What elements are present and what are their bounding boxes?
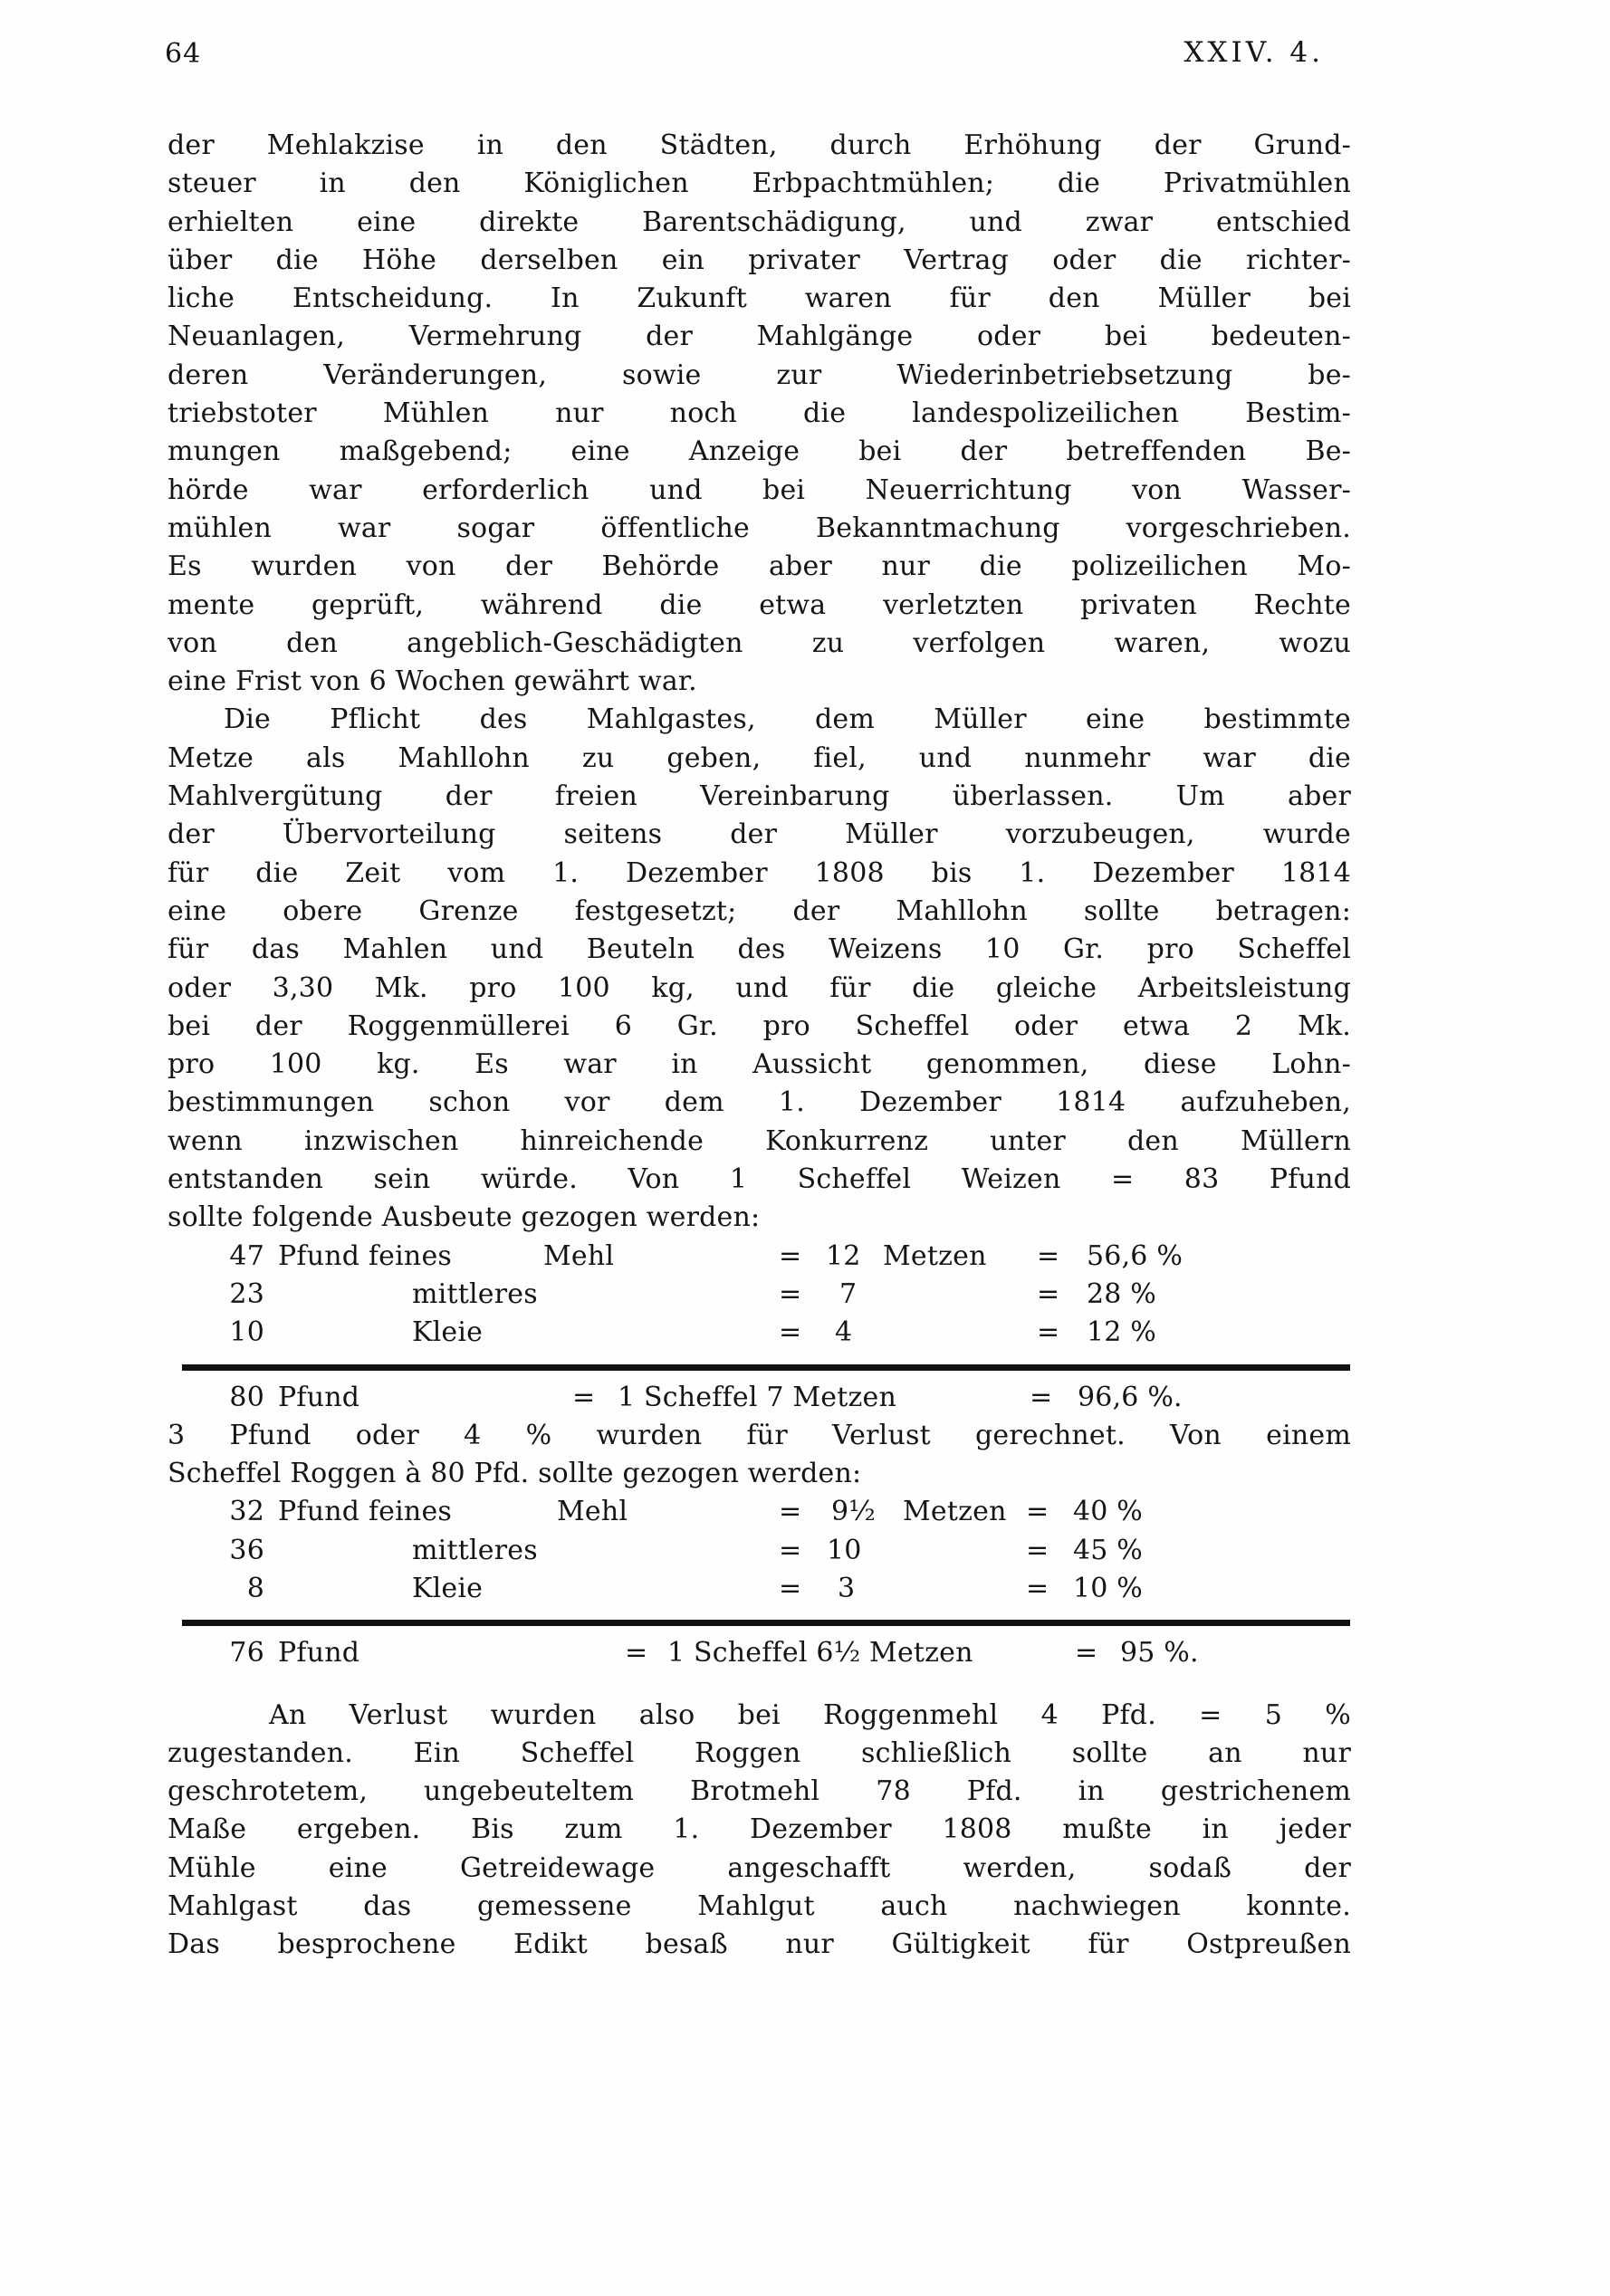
text-line: Die Pflicht des Mahlgastes, dem Müller eine bestimmte: [224, 703, 1351, 736]
text-line: An Verlust wurden also bei Roggenmehl 4 Pfd. = 5 %: [269, 1698, 1351, 1731]
table-cell: =: [1030, 1381, 1053, 1413]
table-row: [168, 1238, 1351, 1276]
table-cell: =: [779, 1572, 802, 1604]
table-cell: 1 Scheffel 7 Metzen: [618, 1381, 896, 1413]
table-cell: Kleie: [412, 1572, 484, 1604]
text-line: Das besprochene Edikt besaß nur Gültigkeit für Ostpreußen: [168, 1928, 1351, 1961]
table-cell: 56,6 %: [1087, 1239, 1184, 1272]
table-total-row: [168, 1379, 1351, 1417]
page-number: 64: [165, 38, 202, 70]
text-line: der Übervorteilung seitens der Müller vorzubeugen, wurde: [168, 818, 1351, 851]
table-cell: =: [1037, 1316, 1060, 1349]
text-line: Mühle eine Getreidewage angeschafft werden, sodaß der: [168, 1851, 1351, 1884]
text-line: hörde war erforderlich und bei Neuerrichtung von Wasser-: [168, 474, 1351, 506]
table-cell: Mehl: [557, 1496, 628, 1528]
text-line: sollte folgende Ausbeute gezogen werden:: [168, 1201, 761, 1234]
text-line: Metze als Mahllohn zu geben, fiel, und nunmehr war die: [168, 741, 1351, 774]
text-line: Neuanlagen, Vermehrung der Mahlgänge oder bei bedeuten-: [168, 320, 1351, 353]
table-cell: 40 %: [1073, 1496, 1144, 1528]
text-line: deren Veränderungen, sowie zur Wiederinbetriebsetzung be-: [168, 359, 1351, 391]
table-row: [168, 1314, 1351, 1352]
table-cell: 80: [229, 1381, 264, 1413]
text-line: Scheffel Roggen à 80 Pfd. sollte gezogen werden:: [168, 1458, 862, 1490]
text-line: entstanden sein würde. Von 1 Scheffel Weizen = 83 Pfund: [168, 1163, 1351, 1196]
table-cell: =: [625, 1637, 648, 1669]
table-cell: Kleie: [412, 1316, 484, 1349]
table-cell: 32: [229, 1496, 264, 1528]
table-row: [168, 1493, 1351, 1531]
text-line: bestimmungen schon vor dem 1. Dezember 1814 aufzuheben,: [168, 1086, 1351, 1119]
table-cell: 96,6 %.: [1078, 1381, 1183, 1413]
table-cell: 8: [246, 1572, 264, 1604]
table-cell: =: [779, 1534, 802, 1566]
table-cell: Mehl: [543, 1239, 615, 1272]
table-cell: 47: [229, 1239, 264, 1272]
table-cell: 28 %: [1087, 1277, 1157, 1310]
table-cell: Metzen: [903, 1496, 1007, 1528]
table-cell: =: [779, 1239, 802, 1272]
text-line: liche Entscheidung. In Zukunft waren für den Müller bei: [168, 282, 1351, 315]
table-rule: [182, 1620, 1350, 1626]
table-cell: =: [779, 1316, 802, 1349]
table-cell: =: [779, 1496, 802, 1528]
table-cell: 9¹⁄₂: [831, 1496, 876, 1528]
text-line: wenn inzwischen hinreichende Konkurrenz unter den Müllern: [168, 1124, 1351, 1157]
table-cell: =: [1026, 1572, 1049, 1604]
table-row: [168, 1532, 1351, 1570]
table-row: [168, 1276, 1351, 1314]
text-line: für das Mahlen und Beuteln des Weizens 10 Gr. pro Scheffel: [168, 933, 1351, 966]
text-line: mungen maßgebend; eine Anzeige bei der betreffenden Be-: [168, 435, 1351, 468]
text-line: für die Zeit vom 1. Dezember 1808 bis 1. Dezember 1814: [168, 856, 1351, 889]
text-line: oder 3,30 Mk. pro 100 kg, und für die gleiche Arbeitsleistung: [168, 971, 1351, 1004]
text-line: Mahlgast das gemessene Mahlgut auch nachwiegen konnte.: [168, 1890, 1351, 1923]
text-line: mühlen war sogar öffentliche Bekanntmachung vorgeschrieben.: [168, 512, 1351, 544]
text-line: steuer in den Königlichen Erbpachtmühlen; die Privatmühlen: [168, 167, 1351, 200]
table-cell: =: [1037, 1277, 1060, 1310]
text-line: mente geprüft, während die etwa verletzten privaten Rechte: [168, 588, 1351, 621]
table-cell: 10: [827, 1534, 862, 1566]
table-cell: Pfund feines: [278, 1496, 452, 1528]
text-line: eine obere Grenze festgesetzt; der Mahllohn sollte betragen:: [168, 894, 1351, 927]
table-cell: 95 %.: [1120, 1637, 1199, 1669]
text-line: Maße ergeben. Bis zum 1. Dezember 1808 mußte in jeder: [168, 1813, 1351, 1846]
text-line: pro 100 kg. Es war in Aussicht genommen, diese Lohn-: [168, 1048, 1351, 1081]
table-cell: 10 %: [1073, 1572, 1144, 1604]
table-cell: 3: [838, 1572, 856, 1604]
table-cell: 10: [229, 1316, 264, 1349]
table-rule: [182, 1364, 1350, 1371]
table-row: [168, 1570, 1351, 1608]
table-cell: 4: [835, 1316, 853, 1349]
table-cell: =: [1037, 1239, 1060, 1272]
table-cell: Metzen: [883, 1239, 987, 1272]
table-total-row: [168, 1634, 1351, 1672]
text-line: zugestanden. Ein Scheffel Roggen schließlich sollte an nur: [168, 1736, 1351, 1769]
text-line: triebstoter Mühlen nur noch die landespolizeilichen Bestim-: [168, 397, 1351, 430]
text-line: der Mehlakzise in den Städten, durch Erhöhung der Grund-: [168, 129, 1351, 161]
table-cell: Pfund feines: [278, 1239, 452, 1272]
table-cell: Pfund: [278, 1381, 360, 1413]
table-cell: Pfund: [278, 1637, 360, 1669]
table-cell: 1 Scheffel 6¹⁄₂ Metzen: [667, 1637, 973, 1669]
table-cell: 45 %: [1073, 1534, 1144, 1566]
table-cell: =: [1026, 1534, 1049, 1566]
text-line: eine Frist von 6 Wochen gewährt war.: [168, 665, 697, 698]
table-cell: mittleres: [412, 1277, 538, 1310]
text-line: Mahlvergütung der freien Vereinbarung überlassen. Um aber: [168, 780, 1351, 813]
text-line: Es wurden von der Behörde aber nur die polizeilichen Mo-: [168, 550, 1351, 583]
table-cell: =: [779, 1277, 802, 1310]
table-cell: 12 %: [1087, 1316, 1157, 1349]
table-cell: 76: [229, 1637, 264, 1669]
table-cell: mittleres: [412, 1534, 538, 1566]
text-line: bei der Roggenmüllerei 6 Gr. pro Scheffel oder etwa 2 Mk.: [168, 1009, 1351, 1042]
table-cell: 36: [229, 1534, 264, 1566]
text-line: über die Höhe derselben ein privater Vertrag oder die richter-: [168, 244, 1351, 276]
table-cell: 12: [826, 1239, 861, 1272]
table-cell: =: [1026, 1496, 1049, 1528]
table-cell: =: [572, 1381, 596, 1413]
text-line: von den angeblich-Geschädigten zu verfolgen waren, wozu: [168, 627, 1351, 659]
table-cell: =: [1075, 1637, 1098, 1669]
table-cell: 23: [229, 1277, 264, 1310]
running-head: XXIV. 4.: [1184, 36, 1324, 69]
text-block: [168, 127, 1351, 1965]
text-line: erhielten eine direkte Barentschädigung, und zwar entschied: [168, 206, 1351, 238]
text-line: 3 Pfund oder 4 % wurden für Verlust gerechnet. Von einem: [168, 1419, 1351, 1451]
table-cell: 7: [839, 1277, 858, 1310]
text-line: geschrotetem, ungebeuteltem Brotmehl 78 Pfd. in gestrichenem: [168, 1775, 1351, 1808]
